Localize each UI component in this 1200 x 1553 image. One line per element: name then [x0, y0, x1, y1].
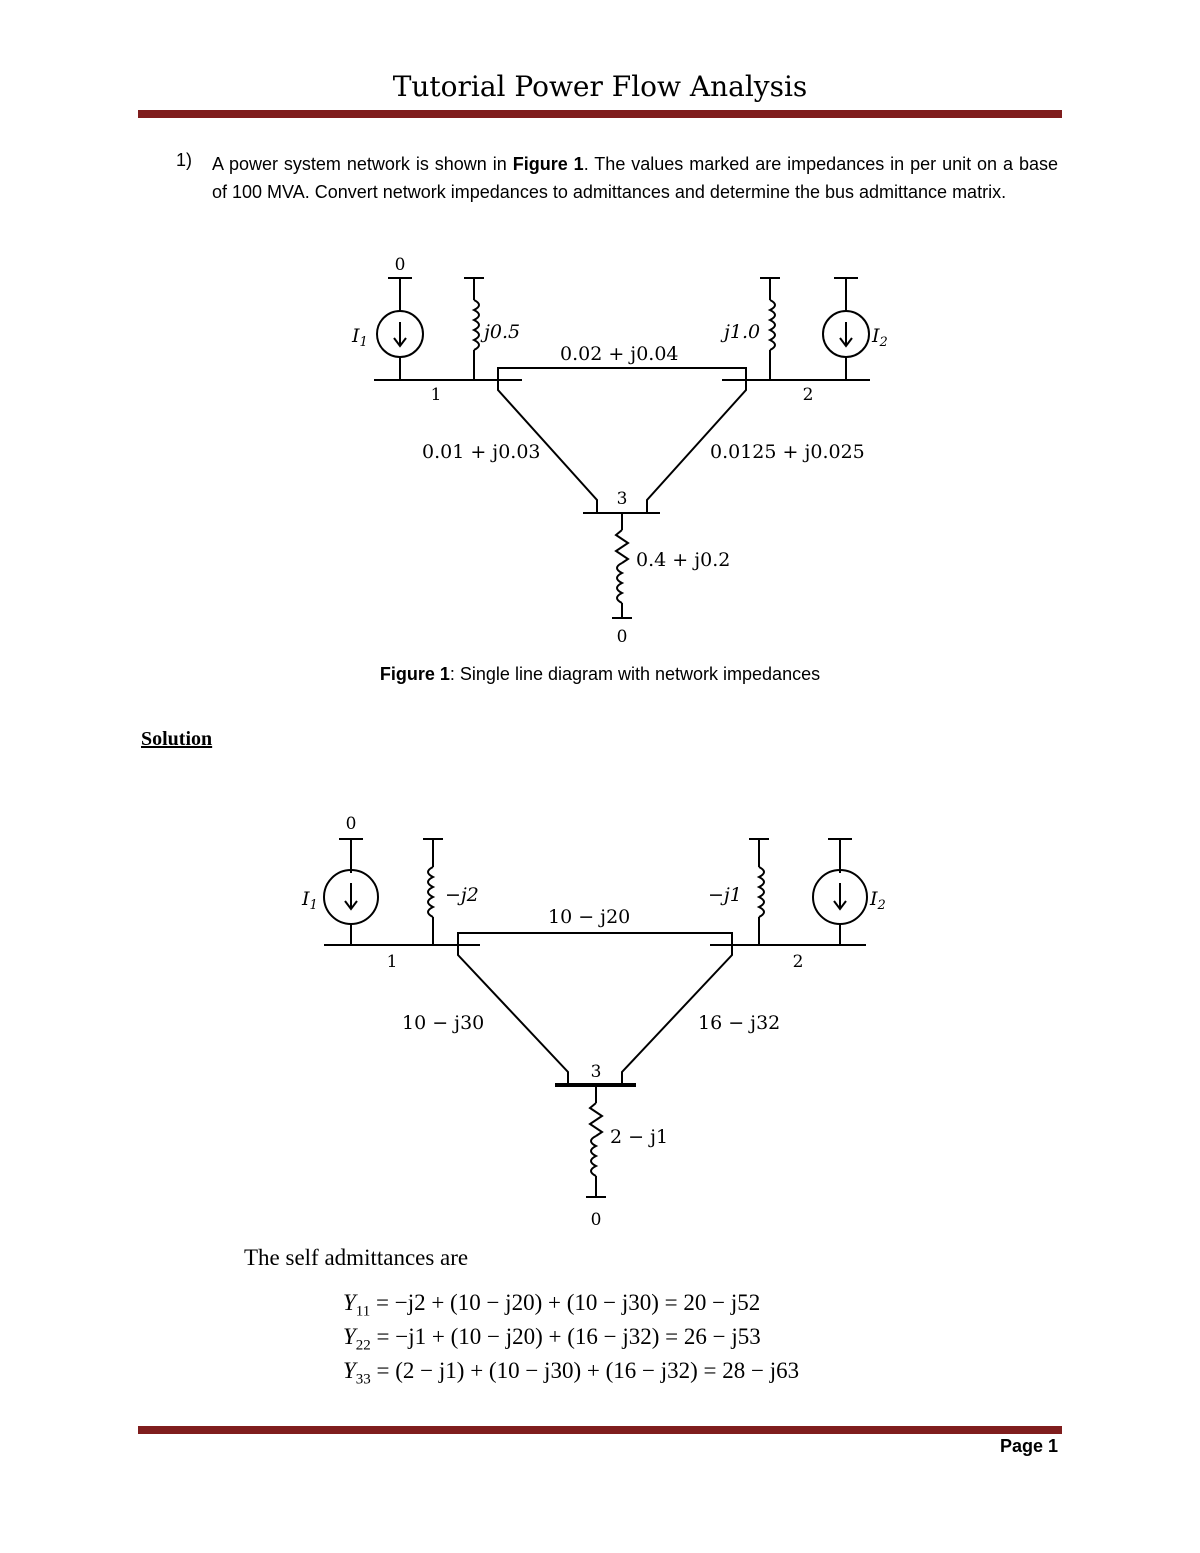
- fig1-line-2-3-label: 0.0125 + j0.025: [710, 441, 865, 463]
- question-text-after: . The values marked are impedances in per unit on a base of 100 MVA. Convert network impedances to admittances and determine the bus admittance matrix.: [212, 154, 1058, 202]
- fig1-source-2-label: [871, 325, 888, 350]
- solution-diagram: [0, 805, 1200, 1235]
- sol-load-3-label: 2 − j1: [610, 1126, 669, 1148]
- fig1-bus-2-label: 2: [802, 385, 814, 405]
- fig1-bus-1-label: 1: [430, 385, 442, 405]
- footer-rule: [138, 1426, 1062, 1434]
- eq-y33-rhs: = (2 − j1) + (10 − j30) + (16 − j32) = 28 − j63: [370, 1358, 800, 1383]
- sol-load-3-resistor-icon: [590, 1103, 602, 1136]
- figure-1-caption: [0, 664, 1200, 685]
- eq-y33-subscript: 33: [355, 1371, 371, 1388]
- equation-y11: [343, 1290, 760, 1321]
- fig1-shunt-1-label: j0.5: [484, 321, 521, 343]
- eq-y22-symbol: Y: [343, 1324, 356, 1349]
- sol-line-1-3-label: 10 − j30: [402, 1012, 485, 1034]
- caption-figure-ref: Figure 1: [379, 664, 450, 684]
- eq-y11-rhs: = −j2 + (10 − j20) + (10 − j30) = 20 − j52: [370, 1290, 761, 1315]
- load-3-resistor-icon: [616, 530, 628, 563]
- sol-line-1-2: [458, 933, 732, 945]
- figure-1-diagram: [0, 250, 1200, 650]
- self-admittance-intro: The self admittances are: [244, 1245, 469, 1270]
- question-number: 1): [176, 150, 193, 170]
- line-1-2: [498, 368, 746, 380]
- sol-ground-label: 0: [345, 814, 357, 834]
- fig1-ground-label: 0: [394, 255, 406, 275]
- eq-y11-symbol: Y: [343, 1290, 356, 1315]
- fig1-source-1-label: [351, 325, 368, 350]
- caption-text: : Single line diagram with network impedances: [449, 664, 821, 684]
- fig1-load-3-label: 0.4 + j0.2: [636, 549, 731, 571]
- eq-y22-subscript: 22: [355, 1337, 371, 1354]
- fig1-source-1-letter: I: [352, 325, 360, 347]
- sol-load-3-inductor-icon: [591, 1136, 596, 1176]
- sol-shunt-2-inductor-icon: [759, 867, 764, 917]
- question-text: [212, 150, 1058, 206]
- sol-shunt-1-label: −j2: [445, 884, 479, 906]
- eq-y11-subscript: 11: [355, 1303, 371, 1320]
- sol-line-2-3-label: 16 − j32: [698, 1012, 781, 1034]
- sol-bus-1-label: 1: [386, 952, 398, 972]
- equation-y22: [343, 1324, 761, 1355]
- fig1-shunt-2-label: j1.0: [724, 321, 761, 343]
- sol-source-1-sub: 1: [309, 898, 318, 913]
- shunt-1-inductor-icon: [474, 300, 479, 350]
- fig1-load-ground-label: 0: [616, 627, 628, 647]
- sol-shunt-1-inductor-icon: [428, 867, 433, 917]
- sol-bus-3-label: 3: [590, 1062, 602, 1082]
- sol-source-1-label: [301, 888, 318, 913]
- question-figure-ref: Figure 1: [512, 154, 584, 174]
- sol-source-2-sub: 2: [877, 898, 886, 913]
- fig1-bus-3-label: 3: [616, 489, 628, 509]
- shunt-2-inductor-icon: [770, 300, 775, 350]
- sol-load-ground-label: 0: [590, 1210, 602, 1230]
- header-rule: [138, 110, 1062, 118]
- sol-source-2-letter: I: [870, 888, 878, 910]
- fig1-source-1-sub: 1: [359, 335, 368, 350]
- eq-y33-symbol: Y: [343, 1358, 356, 1383]
- sol-line-1-2-label: 10 − j20: [548, 906, 631, 928]
- page-number: Page 1: [999, 1436, 1058, 1456]
- equation-y33: [343, 1358, 799, 1389]
- eq-y22-rhs: = −j1 + (10 − j20) + (16 − j32) = 26 − j53: [370, 1324, 761, 1349]
- fig1-line-1-2-label: 0.02 + j0.04: [560, 343, 679, 365]
- sol-shunt-2-label: −j1: [708, 884, 742, 906]
- fig1-source-2-sub: 2: [879, 335, 888, 350]
- sol-source-1-letter: I: [302, 888, 310, 910]
- sol-source-2-label: [869, 888, 886, 913]
- sol-bus-2-label: 2: [792, 952, 804, 972]
- page-title: Tutorial Power Flow Analysis: [392, 70, 808, 103]
- solution-heading: Solution: [141, 728, 213, 750]
- load-3-inductor-icon: [617, 563, 622, 603]
- fig1-source-2-letter: I: [872, 325, 880, 347]
- question-text-before: A power system network is shown in: [212, 154, 513, 174]
- fig1-line-1-3-label: 0.01 + j0.03: [422, 441, 541, 463]
